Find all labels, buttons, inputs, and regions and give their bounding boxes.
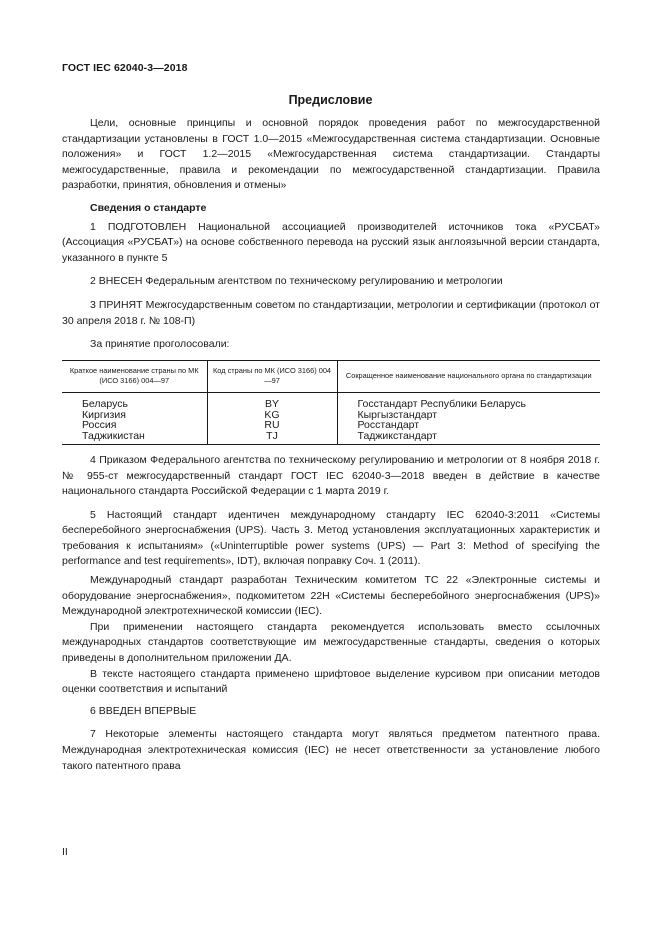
table-header-country: Краткое наименование страны по МК (ИСО 3166) 004—97 xyxy=(62,360,207,392)
code-cell: TJ xyxy=(266,430,278,443)
page-title: Предисловие xyxy=(288,93,373,107)
code-cell: BY xyxy=(264,397,279,410)
intro-paragraph: Цели, основные принципы и основной порядок проведения работ по межгосударственной стандартизации установлены в ГОСТ 1.0—2015 «Межгосударственная система стандартизации. Основные положения» и ГОСТ 1.2—2015 «Межгосударственная система стандартизации. Стандарты межгосударственные, правила и рекомендации по межгосударственной стандартизации. Правила разработки, принятия, обновления и отмены» xyxy=(62,117,600,192)
country-column xyxy=(62,392,207,444)
item-1-paragraph: 1 ПОДГОТОВЛЕН Национальной ассоциацией производителей источников тока «РУСБАТ» (Ассоциация «РУСБАТ») на основе собственного перевода на русский язык англоязычной версии стандарта, указанного в пункте 5 xyxy=(62,220,600,264)
country-cell: Беларусь xyxy=(82,397,128,410)
item-5-paragraph: 5 Настоящий стандарт идентичен международному стандарту IEC 62040-3:2011 «Системы бесперебойного энергоснабжения (UPS). Часть 3. Метод установления эксплуатационных характеристик и требования к испытаниям» («Uninterruptible power systems (UPS) — Part 3: Method of specifying the performance and test requirements», IDT), включая поправку Соч. 1 (2011). xyxy=(62,508,600,568)
item-4-paragraph: 4 Приказом Федерального агентства по техническому регулированию и метрологии от 8 ноября 2018 г. № 955-ст межгосударственный стандарт ГОСТ IEC 62040-3—2018 введен в действие в качестве национального стандарта Российской Федерации с 1 марта 2019 г. xyxy=(62,453,600,498)
table-header-body: Сокращенное наименование национального органа по стандартизации xyxy=(337,360,600,392)
item-6-paragraph: 6 ВВЕДЕН ВПЕРВЫЕ xyxy=(90,704,197,717)
country-cell: Киргизия xyxy=(82,408,126,421)
document-header-id: ГОСТ IEC 62040-3—2018 xyxy=(62,62,188,74)
item-2-paragraph: 2 ВНЕСЕН Федеральным агентством по техническому регулированию и метрологии xyxy=(90,275,503,288)
body-cell: Таджикстандарт xyxy=(357,430,437,443)
page-number: II xyxy=(62,846,68,858)
item-5-reference-paragraph: При применении настоящего стандарта рекомендуется использовать вместо ссылочных международных стандартов соответствующие им межгосударственные стандарты, сведения о которых приведены в дополнительном приложении ДА. xyxy=(62,620,600,665)
table-header-code: Код страны по МК (ИСО 3166) 004—97 xyxy=(207,360,337,392)
body-cell: Госстандарт Республики Беларусь xyxy=(357,397,526,410)
item-5-italic-note-paragraph: В тексте настоящего стандарта применено шрифтовое выделение курсивом при описании методов оценки соответствия и испытаний xyxy=(62,667,600,696)
item-7-paragraph: 7 Некоторые элементы настоящего стандарта могут являться предметом патентного права. Международная электротехническая комиссия (IEC) не несет ответственности за установление любого такого патентного права xyxy=(62,728,600,772)
vote-label: За принятие проголосовали: xyxy=(90,338,230,351)
table-header-row xyxy=(62,360,600,392)
voting-table xyxy=(62,360,600,445)
table-row xyxy=(62,392,600,444)
body-cell: Росстандарт xyxy=(357,419,420,432)
item-3-paragraph: 3 ПРИНЯТ Межгосударственным советом по стандартизации, метрологии и сертификации (протокол от 30 апреля 2018 г. № 108-П) xyxy=(62,298,600,327)
body-cell: Кыргызстандарт xyxy=(357,408,438,421)
code-cell: RU xyxy=(264,419,280,432)
country-cell: Таджикистан xyxy=(82,430,145,443)
code-column xyxy=(207,392,337,444)
body-column xyxy=(337,392,600,444)
section-heading: Сведения о стандарте xyxy=(90,201,207,214)
country-cell: Россия xyxy=(82,419,117,432)
code-cell: KG xyxy=(264,408,280,421)
foreword-body xyxy=(62,116,600,774)
item-5-committee-paragraph: Международный стандарт разработан Техническим комитетом ТС 22 «Электронные системы и оборудование энергоснабжения», подкомитетом 22H «Системы бесперебойного энергоснабжения (UPS)» Международной электротехнической комиссии (IEC). xyxy=(62,574,600,618)
